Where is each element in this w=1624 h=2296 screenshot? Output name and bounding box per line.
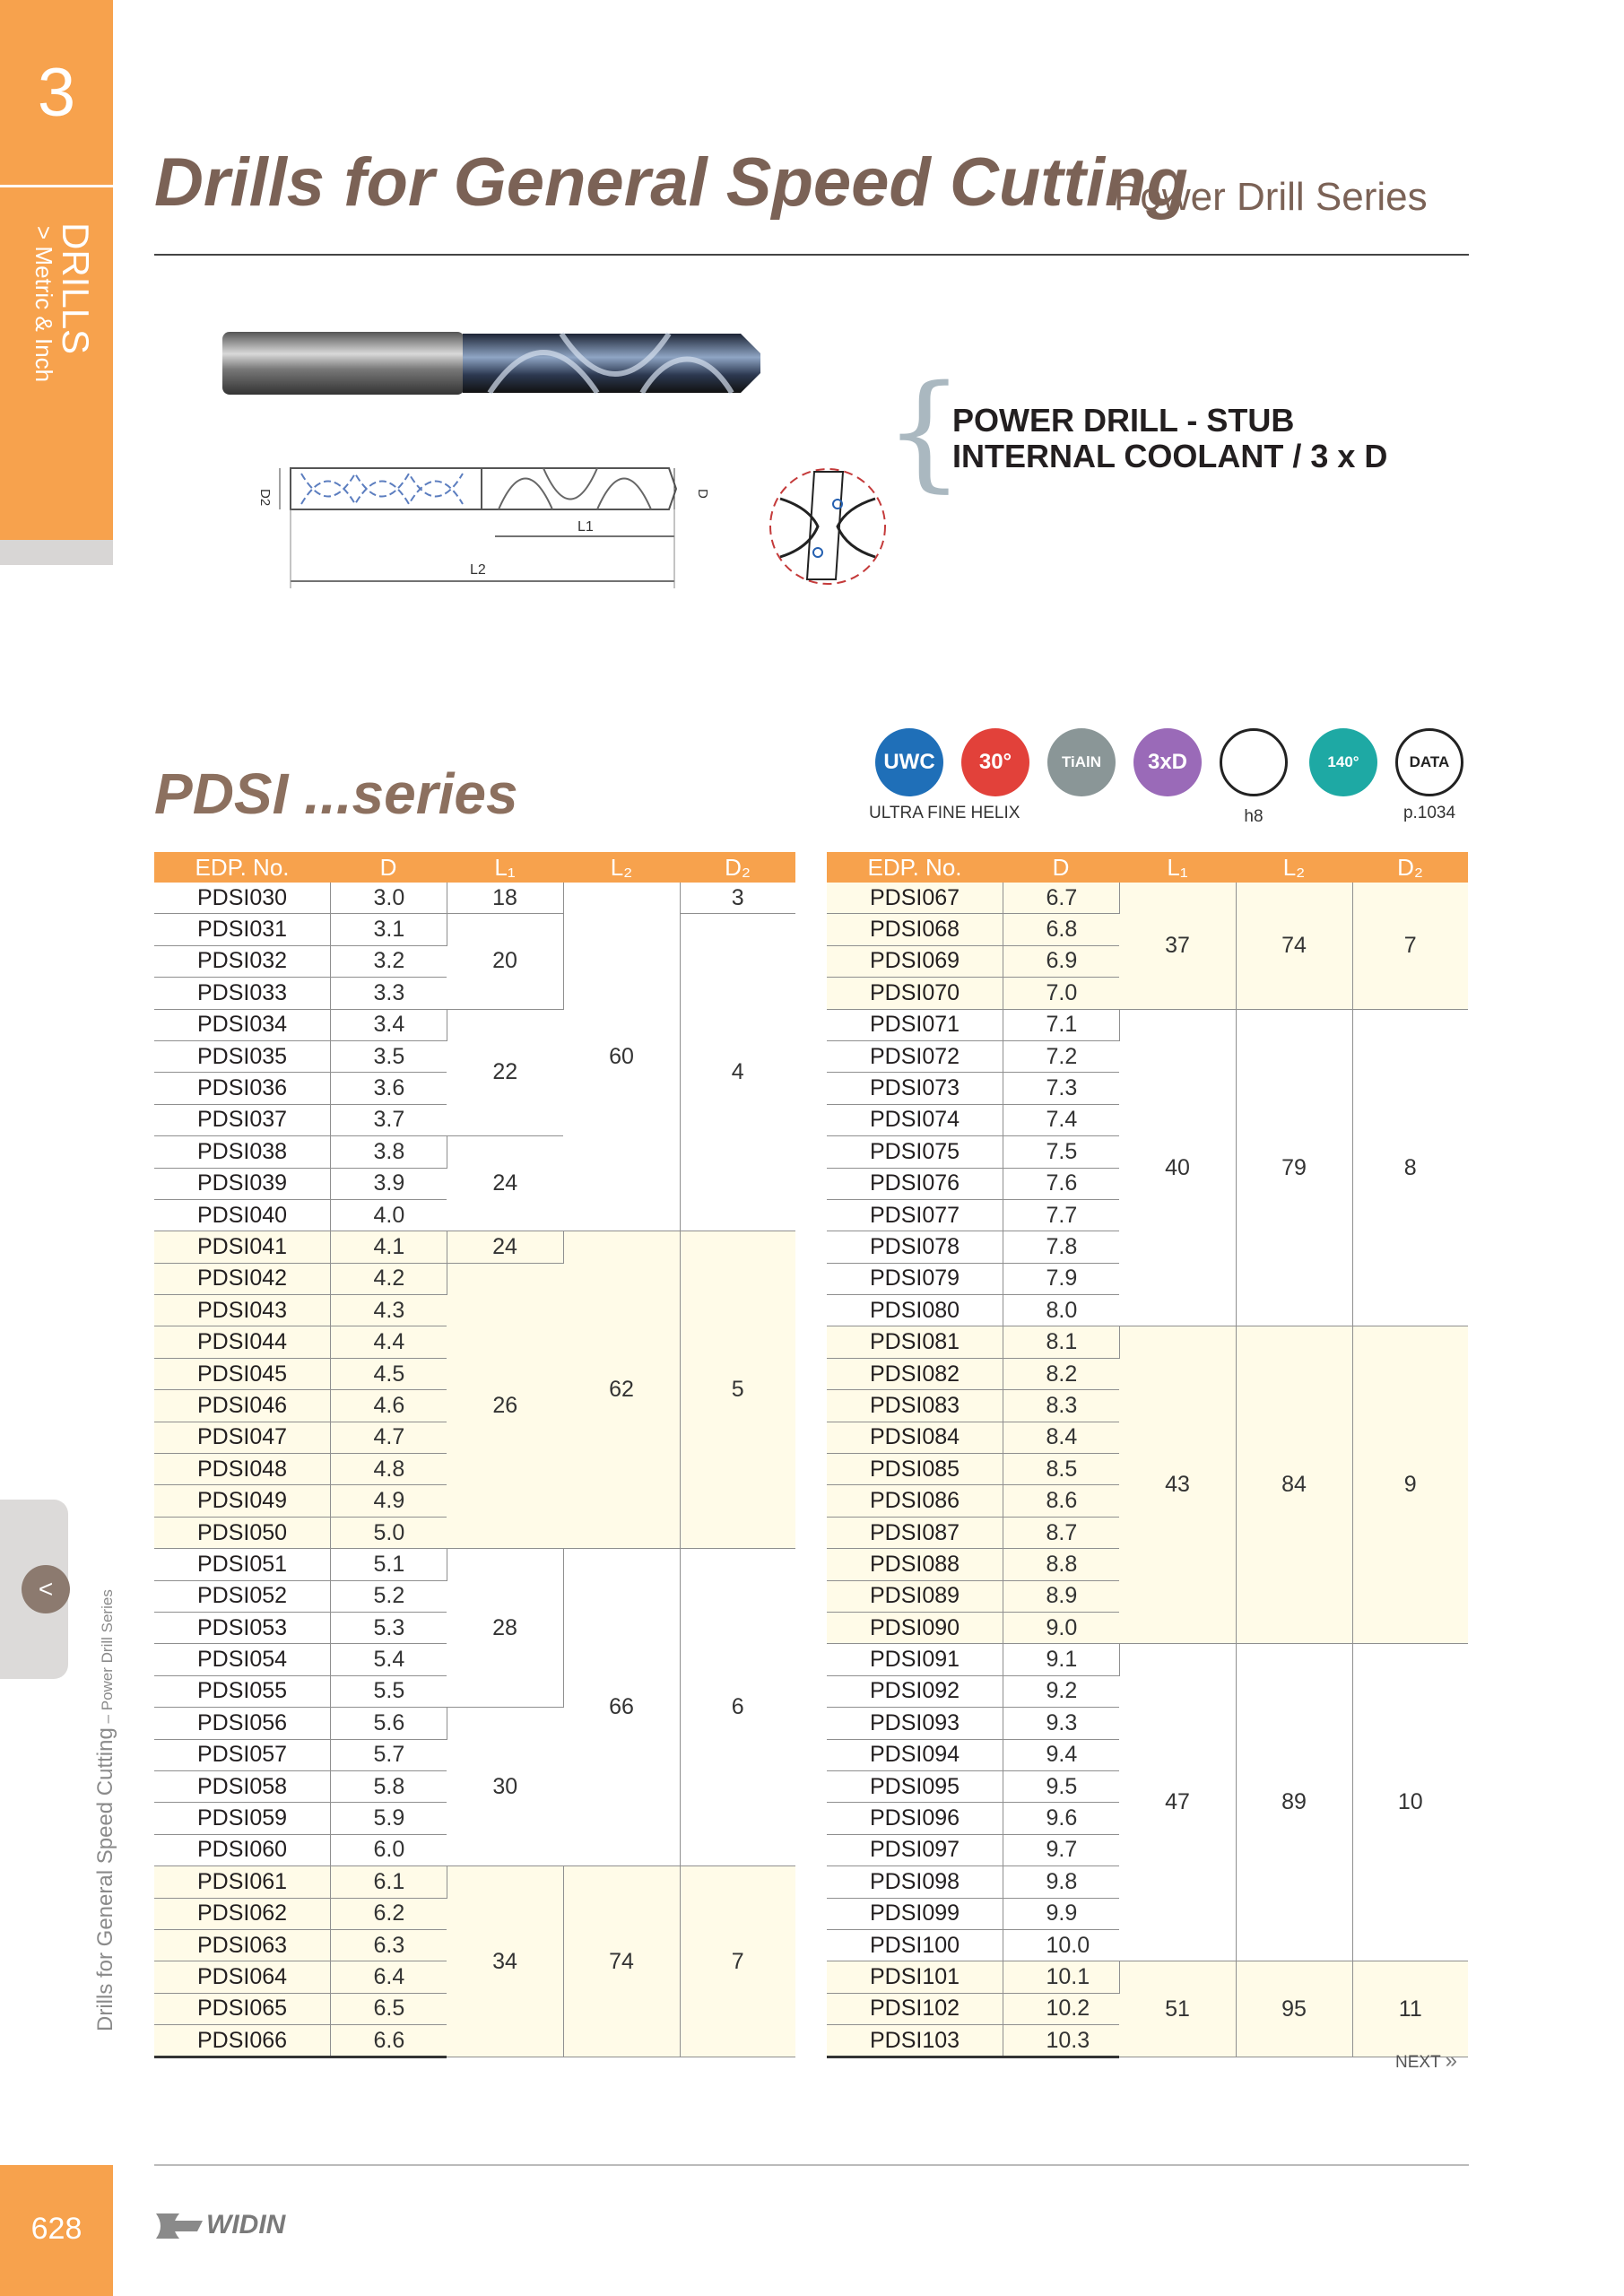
page-number: 628 <box>30 2212 83 2246</box>
edp-number: PDSI048 <box>154 1454 330 1485</box>
diameter-value: 4.1 <box>330 1231 447 1263</box>
diameter-value: 3.7 <box>330 1104 447 1135</box>
section-label: DRILLS <box>55 222 97 355</box>
diameter-value: 5.0 <box>330 1517 447 1548</box>
diameter-value: 7.8 <box>1003 1231 1119 1263</box>
diameter-value: 7.9 <box>1003 1263 1119 1294</box>
diameter-value: 3.0 <box>330 883 447 914</box>
diameter-value: 4.6 <box>330 1390 447 1422</box>
edp-number: PDSI090 <box>827 1612 1003 1643</box>
spec-table-right <box>827 852 1468 2058</box>
edp-number: PDSI032 <box>154 945 330 977</box>
edp-number: PDSI083 <box>827 1390 1003 1422</box>
edp-number: PDSI095 <box>827 1770 1003 1802</box>
diameter-value: 7.7 <box>1003 1199 1119 1231</box>
edp-number: PDSI044 <box>154 1326 330 1358</box>
diameter-value: 10.2 <box>1003 1993 1119 2024</box>
diameter-value: 3.5 <box>330 1040 447 1072</box>
h8-caption: h8 <box>1244 807 1264 826</box>
edp-number: PDSI078 <box>827 1231 1003 1263</box>
uwc-caption: ULTRA FINE <box>869 804 967 822</box>
drill-end-view <box>764 463 891 590</box>
d2-value: 5 <box>680 1231 795 1549</box>
edp-number: PDSI102 <box>827 1993 1003 2024</box>
helix-30-icon: 30° <box>961 728 1029 796</box>
edp-number: PDSI033 <box>154 978 330 1009</box>
l1-value: 34 <box>447 1866 563 2057</box>
diameter-value: 8.0 <box>1003 1295 1119 1326</box>
l1-value: 24 <box>447 1136 563 1231</box>
edp-number: PDSI045 <box>154 1358 330 1389</box>
edp-number: PDSI056 <box>154 1708 330 1739</box>
edp-number: PDSI053 <box>154 1612 330 1643</box>
diameter-value: 8.4 <box>1003 1422 1119 1453</box>
diameter-value: 8.2 <box>1003 1358 1119 1389</box>
edp-number: PDSI101 <box>827 1961 1003 1993</box>
right-header-row <box>827 852 1468 883</box>
diameter-value: 8.5 <box>1003 1454 1119 1485</box>
right-header-l1: L₁ <box>1119 852 1236 883</box>
diameter-value: 10.1 <box>1003 1961 1119 1993</box>
edp-number: PDSI061 <box>154 1866 330 1898</box>
d2-value: 10 <box>1352 1644 1468 1961</box>
edp-number: PDSI050 <box>154 1517 330 1548</box>
diameter-value: 7.0 <box>1003 978 1119 1009</box>
edp-number: PDSI070 <box>827 978 1003 1009</box>
diameter-value: 6.9 <box>1003 945 1119 977</box>
edp-number: PDSI041 <box>154 1231 330 1263</box>
l2-value: 60 <box>563 883 680 1231</box>
edp-number: PDSI042 <box>154 1263 330 1294</box>
left-header-row <box>154 852 795 883</box>
diameter-value: 7.5 <box>1003 1136 1119 1168</box>
diameter-value: 6.5 <box>330 1993 447 2024</box>
diameter-value: 9.7 <box>1003 1834 1119 1866</box>
edp-number: PDSI063 <box>154 1929 330 1961</box>
table-row <box>154 883 795 914</box>
diameter-value: 4.9 <box>330 1485 447 1517</box>
brand-logo <box>152 2208 285 2244</box>
h8-icon <box>1220 728 1288 796</box>
diameter-value: 5.6 <box>330 1708 447 1739</box>
diameter-value: 9.2 <box>1003 1675 1119 1707</box>
edp-number: PDSI093 <box>827 1708 1003 1739</box>
l2-value: 84 <box>1236 1326 1352 1644</box>
dimension-diagram <box>248 456 714 590</box>
edp-number: PDSI097 <box>827 1834 1003 1866</box>
d2-value: 6 <box>680 1549 795 1866</box>
l1-value: 40 <box>1119 1009 1236 1326</box>
edp-number: PDSI094 <box>827 1739 1003 1770</box>
edp-number: PDSI058 <box>154 1770 330 1802</box>
table-row <box>154 914 795 945</box>
edp-number: PDSI038 <box>154 1136 330 1168</box>
edp-number: PDSI065 <box>154 1993 330 2024</box>
l1-value: 28 <box>447 1549 563 1708</box>
edp-number: PDSI085 <box>827 1454 1003 1485</box>
diameter-value: 9.1 <box>1003 1644 1119 1675</box>
diameter-value: 8.6 <box>1003 1485 1119 1517</box>
label-d: D <box>695 489 710 499</box>
edp-number: PDSI035 <box>154 1040 330 1072</box>
diameter-value: 8.9 <box>1003 1580 1119 1612</box>
edp-number: PDSI066 <box>154 2025 330 2057</box>
diameter-value: 3.3 <box>330 978 447 1009</box>
diameter-value: 5.1 <box>330 1549 447 1580</box>
l1-value: 43 <box>1119 1326 1236 1644</box>
diameter-value: 6.1 <box>330 1866 447 1898</box>
diameter-value: 5.5 <box>330 1675 447 1707</box>
left-header-edp: EDP. No. <box>154 852 330 883</box>
table-row <box>827 1644 1468 1675</box>
page-title: Drills for General Speed Cutting <box>154 144 1188 221</box>
back-button[interactable]: < <box>22 1565 70 1613</box>
diameter-value: 8.1 <box>1003 1326 1119 1358</box>
table-row <box>827 1326 1468 1358</box>
edp-number: PDSI091 <box>827 1644 1003 1675</box>
l2-value: 89 <box>1236 1644 1352 1961</box>
edp-number: PDSI052 <box>154 1580 330 1612</box>
diameter-value: 4.8 <box>330 1454 447 1485</box>
diameter-value: 7.2 <box>1003 1040 1119 1072</box>
edp-number: PDSI049 <box>154 1485 330 1517</box>
left-header-d: D <box>330 852 447 883</box>
logo-text: WIDIN <box>206 2209 286 2239</box>
diameter-value: 3.1 <box>330 914 447 945</box>
d2-value: 3 <box>680 883 795 914</box>
diameter-value: 10.3 <box>1003 2025 1119 2057</box>
140-degree-icon: 140° <box>1309 728 1377 796</box>
diameter-value: 9.0 <box>1003 1612 1119 1643</box>
edp-number: PDSI034 <box>154 1009 330 1040</box>
edp-number: PDSI088 <box>827 1549 1003 1580</box>
diameter-value: 6.2 <box>330 1898 447 1929</box>
l1-value: 30 <box>447 1708 563 1866</box>
series-title: PDSI ...series <box>154 761 518 826</box>
diameter-value: 7.1 <box>1003 1009 1119 1040</box>
label-l2: L2 <box>470 562 486 578</box>
edp-number: PDSI064 <box>154 1961 330 1993</box>
edp-number: PDSI087 <box>827 1517 1003 1548</box>
right-header-edp: EDP. No. <box>827 852 1003 883</box>
l1-value: 22 <box>447 1009 563 1136</box>
diameter-value: 4.2 <box>330 1263 447 1294</box>
edp-number: PDSI037 <box>154 1104 330 1135</box>
edp-number: PDSI077 <box>827 1199 1003 1231</box>
diameter-value: 3.4 <box>330 1009 447 1040</box>
left-header-l1: L₁ <box>447 852 563 883</box>
l2-value: 95 <box>1236 1961 1352 2057</box>
edp-number: PDSI067 <box>827 883 1003 914</box>
label-l1: L1 <box>578 519 594 535</box>
d2-value: 11 <box>1352 1961 1468 2057</box>
diameter-value: 4.0 <box>330 1199 447 1231</box>
logo-mark-icon <box>152 2208 206 2244</box>
l2-value: 74 <box>563 1866 680 2057</box>
l1-value: 47 <box>1119 1644 1236 1961</box>
diameter-value: 3.8 <box>330 1136 447 1168</box>
table-row <box>154 1231 795 1263</box>
diameter-value: 6.6 <box>330 2025 447 2057</box>
diameter-value: 6.0 <box>330 1834 447 1866</box>
next-label: NEXT <box>1395 2053 1441 2072</box>
diameter-value: 3.2 <box>330 945 447 977</box>
diameter-value: 9.4 <box>1003 1739 1119 1770</box>
edp-number: PDSI081 <box>827 1326 1003 1358</box>
edp-number: PDSI030 <box>154 883 330 914</box>
edp-number: PDSI096 <box>827 1803 1003 1834</box>
label-d2: D2 <box>257 489 273 507</box>
diameter-value: 5.9 <box>330 1803 447 1834</box>
page-subtitle: Power Drill Series <box>1114 175 1428 219</box>
edp-number: PDSI099 <box>827 1898 1003 1929</box>
footer-rule <box>154 2164 1469 2166</box>
diameter-value: 6.8 <box>1003 914 1119 945</box>
edp-number: PDSI074 <box>827 1104 1003 1135</box>
edp-number: PDSI079 <box>827 1263 1003 1294</box>
diameter-value: 4.3 <box>330 1295 447 1326</box>
left-header-d2: D₂ <box>680 852 795 883</box>
edp-number: PDSI076 <box>827 1168 1003 1199</box>
edp-number: PDSI031 <box>154 914 330 945</box>
diameter-value: 8.8 <box>1003 1549 1119 1580</box>
right-header-l2: L₂ <box>1236 852 1352 883</box>
edp-number: PDSI075 <box>827 1136 1003 1168</box>
edp-number: PDSI080 <box>827 1295 1003 1326</box>
diameter-value: 3.6 <box>330 1073 447 1104</box>
side-running-title-main: Drills for General Speed Cutting <box>93 1727 117 2031</box>
table-row <box>827 1961 1468 1993</box>
double-chevron-right-icon: » <box>1445 2048 1457 2073</box>
spec-table-left <box>154 852 795 2058</box>
diameter-value: 6.7 <box>1003 883 1119 914</box>
tialn-icon: TiAlN <box>1047 728 1116 796</box>
next-link[interactable] <box>1395 2048 1457 2074</box>
edp-number: PDSI040 <box>154 1199 330 1231</box>
l1-value: 51 <box>1119 1961 1236 2057</box>
table-row <box>154 1866 795 1898</box>
l2-value: 66 <box>563 1549 680 1866</box>
diameter-value: 10.0 <box>1003 1929 1119 1961</box>
rail-grey-band <box>0 540 113 565</box>
l1-value: 37 <box>1119 883 1236 1009</box>
d2-value: 9 <box>1352 1326 1468 1644</box>
diameter-value: 8.7 <box>1003 1517 1119 1548</box>
diameter-value: 4.5 <box>330 1358 447 1389</box>
diameter-value: 9.3 <box>1003 1708 1119 1739</box>
edp-number: PDSI089 <box>827 1580 1003 1612</box>
diameter-value: 7.6 <box>1003 1168 1119 1199</box>
drill-photo <box>221 321 768 411</box>
right-header-d: D <box>1003 852 1119 883</box>
l2-value: 74 <box>1236 883 1352 1009</box>
diameter-value: 5.3 <box>330 1612 447 1643</box>
helix-30-caption: HELIX <box>970 804 1020 822</box>
edp-number: PDSI059 <box>154 1803 330 1834</box>
edp-number: PDSI092 <box>827 1675 1003 1707</box>
edp-number: PDSI039 <box>154 1168 330 1199</box>
diameter-value: 4.4 <box>330 1326 447 1358</box>
diameter-value: 9.6 <box>1003 1803 1119 1834</box>
diameter-value: 3.9 <box>330 1168 447 1199</box>
l2-value: 62 <box>563 1231 680 1549</box>
l2-value: 79 <box>1236 1009 1352 1326</box>
feature-brace: { <box>884 359 965 505</box>
title-rule <box>154 254 1469 256</box>
edp-number: PDSI071 <box>827 1009 1003 1040</box>
diameter-value: 7.3 <box>1003 1073 1119 1104</box>
edp-number: PDSI046 <box>154 1390 330 1422</box>
3xd-icon: 3xD <box>1133 728 1202 796</box>
edp-number: PDSI103 <box>827 2025 1003 2057</box>
subsection-label: > Metric & Inch <box>30 226 57 383</box>
d2-value: 7 <box>680 1866 795 2057</box>
l1-value: 18 <box>447 883 563 914</box>
side-running-title-sub: – Power Drill Series <box>99 1589 116 1728</box>
edp-number: PDSI098 <box>827 1866 1003 1898</box>
feature-line-2: INTERNAL COOLANT / 3 x D <box>952 438 1388 474</box>
diameter-value: 5.8 <box>330 1770 447 1802</box>
d2-value: 8 <box>1352 1009 1468 1326</box>
d2-value: 4 <box>680 914 795 1231</box>
edp-number: PDSI060 <box>154 1834 330 1866</box>
edp-number: PDSI062 <box>154 1898 330 1929</box>
edp-number: PDSI073 <box>827 1073 1003 1104</box>
diameter-value: 5.4 <box>330 1644 447 1675</box>
feature-line-1: POWER DRILL - STUB <box>952 402 1295 439</box>
data-caption: p.1034 <box>1403 804 1456 822</box>
edp-number: PDSI057 <box>154 1739 330 1770</box>
diameter-value: 4.7 <box>330 1422 447 1453</box>
edp-number: PDSI054 <box>154 1644 330 1675</box>
table-row <box>827 1009 1468 1040</box>
left-header-l2: L₂ <box>563 852 680 883</box>
d2-value: 7 <box>1352 883 1468 1009</box>
edp-number: PDSI100 <box>827 1929 1003 1961</box>
l1-value: 26 <box>447 1263 563 1549</box>
uwc-icon: UWC <box>875 728 943 796</box>
data-icon: DATA <box>1395 728 1463 796</box>
edp-number: PDSI084 <box>827 1422 1003 1453</box>
diameter-value: 9.9 <box>1003 1898 1119 1929</box>
diameter-value: 6.4 <box>330 1961 447 1993</box>
diameter-value: 7.4 <box>1003 1104 1119 1135</box>
edp-number: PDSI055 <box>154 1675 330 1707</box>
edp-number: PDSI072 <box>827 1040 1003 1072</box>
diameter-value: 5.2 <box>330 1580 447 1612</box>
edp-number: PDSI047 <box>154 1422 330 1453</box>
edp-number: PDSI068 <box>827 914 1003 945</box>
edp-number: PDSI069 <box>827 945 1003 977</box>
l1-value: 24 <box>447 1231 563 1263</box>
diameter-value: 9.5 <box>1003 1770 1119 1802</box>
right-header-d2: D₂ <box>1352 852 1468 883</box>
diameter-value: 6.3 <box>330 1929 447 1961</box>
rail-divider <box>0 185 113 187</box>
diameter-value: 8.3 <box>1003 1390 1119 1422</box>
edp-number: PDSI086 <box>827 1485 1003 1517</box>
feature-icons <box>869 728 1467 836</box>
diameter-value: 5.7 <box>330 1739 447 1770</box>
l1-value: 20 <box>447 914 563 1009</box>
diameter-value: 9.8 <box>1003 1866 1119 1898</box>
edp-number: PDSI036 <box>154 1073 330 1104</box>
side-running-title <box>93 1589 118 2031</box>
table-row <box>827 883 1468 914</box>
edp-number: PDSI043 <box>154 1295 330 1326</box>
edp-number: PDSI082 <box>827 1358 1003 1389</box>
chapter-number: 3 <box>37 55 76 131</box>
table-row <box>154 1549 795 1580</box>
edp-number: PDSI051 <box>154 1549 330 1580</box>
